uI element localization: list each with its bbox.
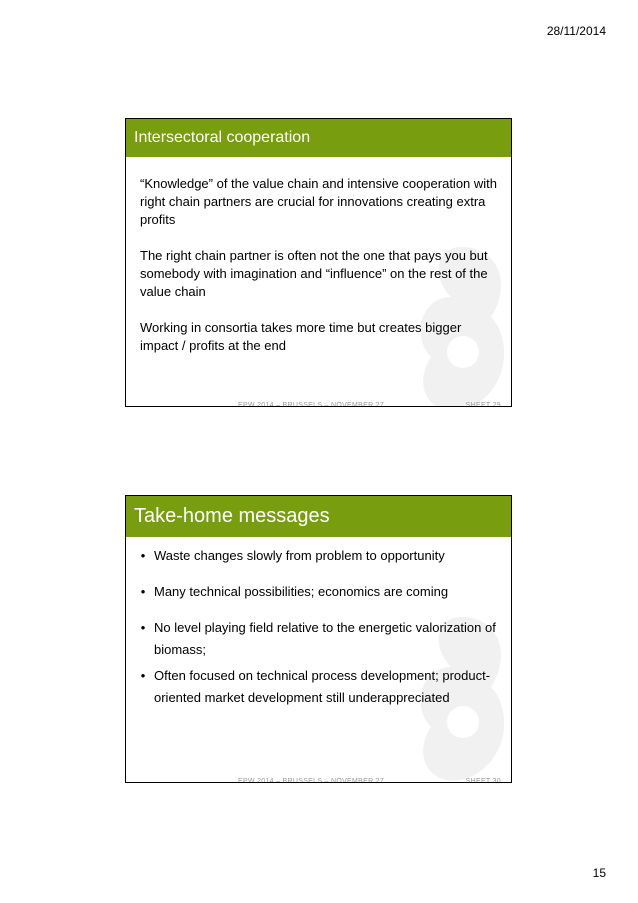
bullet-icon: • — [140, 668, 146, 683]
bullet-icon: • — [140, 584, 146, 599]
list-item — [132, 665, 501, 709]
slide-title: Take-home messages — [134, 505, 330, 527]
footer-venue: EPW 2014 – BRUSSELS – NOVEMBER 27 — [238, 778, 385, 783]
footer-venue: EPW 2014 – BRUSSELS – NOVEMBER 27 — [238, 402, 385, 407]
bullet-icon: • — [140, 620, 146, 635]
slide-header — [126, 119, 511, 157]
bullet-list — [132, 545, 501, 709]
list-item — [132, 545, 501, 567]
bullet-icon: • — [140, 548, 146, 563]
paragraph: Working in consortia takes more time but creates bigger impact / profits at the end — [140, 320, 462, 353]
slide-body — [126, 157, 511, 355]
paragraph: “Knowledge” of the value chain and intensive cooperation with right chain partners are crucial for innovations creating extra profits — [140, 176, 498, 227]
slide-take-home-messages — [125, 495, 512, 783]
bullet-text: Often focused on technical process development; product-oriented market development still underappreciated — [154, 668, 491, 705]
page-number: 15 — [592, 866, 606, 880]
bullet-text: Many technical possibilities; economics are coming — [154, 584, 449, 599]
list-item — [132, 617, 501, 661]
slide-body — [126, 537, 511, 709]
page-date: 28/11/2014 — [546, 24, 606, 38]
footer-sheet: SHEET 30 — [465, 778, 501, 783]
list-item — [132, 581, 501, 603]
paragraph: The right chain partner is often not the one that pays you but somebody with imagination and “influence” on the rest of the value chain — [140, 248, 488, 299]
slide-header — [126, 496, 511, 537]
bullet-text: Waste changes slowly from problem to opportunity — [154, 548, 445, 563]
footer-sheet: SHEET 29 — [465, 402, 501, 407]
bullet-text: No level playing field relative to the energetic valorization of biomass; — [154, 620, 496, 657]
slide-intersectoral-cooperation — [125, 118, 512, 407]
slide-title: Intersectoral cooperation — [134, 129, 311, 146]
